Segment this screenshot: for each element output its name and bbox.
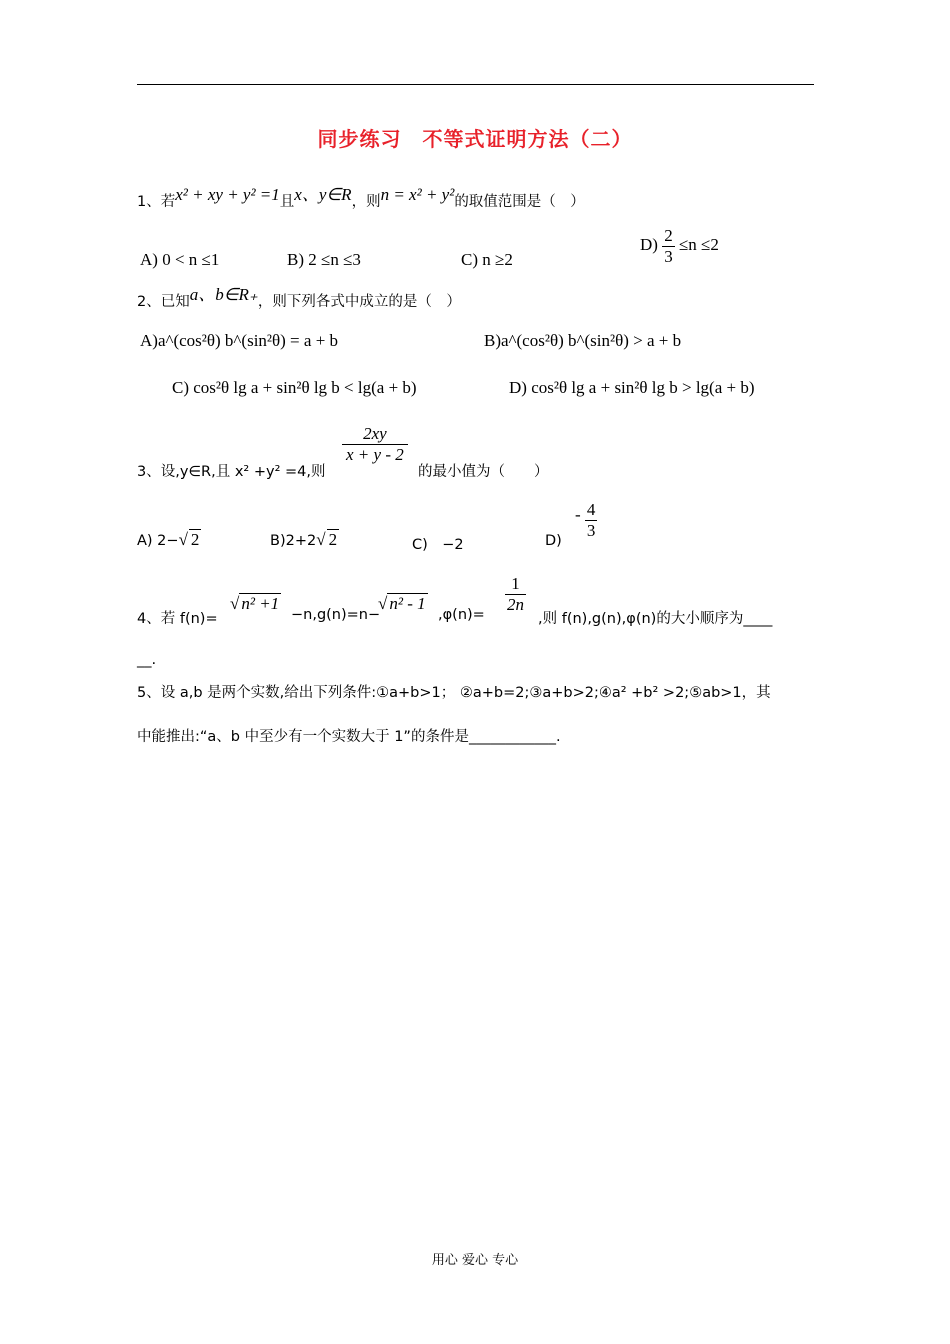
question-2 — [137, 286, 461, 311]
q2-vars: a、b∈R₊ — [189, 285, 258, 304]
q1-tail: 的取值范围是（ ） — [454, 194, 585, 210]
q2-option-a: A)a^(cos²θ) b^(sin²θ) = a + b — [140, 331, 339, 350]
q1-vars: x、y∈R — [294, 185, 352, 204]
q5-line-1: 5、设 a,b 是两个实数,给出下列条件:①a+b>1； ②a+b=2;③a+b>2;④a² +b² >2;⑤ab>1，其 — [137, 685, 771, 701]
question-1 — [137, 186, 585, 211]
page-footer: 用心 爱心 专心 — [431, 1253, 519, 1268]
q1-option-b: B) 2 ≤n ≤3 — [287, 250, 361, 269]
q1-option-d-numerator: 2 — [664, 226, 673, 245]
q3-fraction — [342, 424, 408, 464]
q3-option-d-label: D) — [545, 533, 562, 549]
q4-fraction-body — [505, 574, 526, 614]
q4-mid-2: ,φ(n)= — [438, 607, 485, 623]
q1-option-d-label: D) — [640, 234, 658, 254]
q1-option-a: A) 0 < n ≤1 — [140, 250, 220, 269]
q4-radicand-2: n² - 1 — [389, 594, 426, 613]
q1-equation: x² + xy + y² =1 — [175, 185, 280, 204]
q3-option-a-radicand: 2 — [190, 530, 200, 549]
q4-lead: 4、若 f(n)= — [137, 611, 218, 627]
q3-option-b-sqrt: √ 2 — [316, 530, 338, 549]
q1-text: 且 — [279, 194, 295, 210]
q4-wrap: __. — [137, 652, 157, 668]
q1-option-d-rest: ≤n ≤2 — [678, 234, 719, 254]
q1-number: 1、若 — [137, 194, 176, 210]
q4-tail: ,则 f(n),g(n),φ(n)的大小顺序为____ — [538, 611, 773, 627]
q4-sqrt-1: √ n² +1 — [230, 594, 280, 613]
q2-option-c: C) cos²θ lg a + sin²θ lg b < lg(a + b) — [172, 378, 417, 397]
q3-option-d-fraction — [585, 500, 598, 540]
q2-tail: ，则下列各式中成立的是（ ） — [257, 294, 461, 310]
q3-option-a-label: A) 2− — [137, 533, 179, 549]
q3-fraction-denominator: x + y - 2 — [342, 444, 408, 465]
q1-option-d-denominator: 3 — [664, 246, 673, 266]
q3-option-b — [270, 530, 339, 550]
q3-option-c: C) −2 — [412, 537, 464, 553]
q5-line-2: 中能推出:“a、b 中至少有一个实数大于 1”的条件是____________. — [137, 729, 561, 745]
q3-lead: 3、设,y∈R,且 x² +y² =4,则 — [137, 464, 326, 480]
q3-option-d — [575, 500, 597, 540]
q3-fraction-body — [342, 424, 408, 464]
q4-radicand-1: n² +1 — [241, 594, 280, 613]
q3-option-b-radicand: 2 — [328, 530, 338, 549]
q4-sqrt-2: √ n² - 1 — [378, 594, 426, 613]
q1-option-c: C) n ≥2 — [461, 250, 513, 269]
q3-option-a-sqrt: √ 2 — [178, 530, 200, 549]
q3-option-d-numerator: 4 — [586, 500, 596, 519]
q3-option-a — [137, 530, 201, 550]
q3-fraction-numerator: 2xy — [363, 424, 387, 443]
q3-option-d-denominator: 3 — [586, 520, 596, 540]
q4-fraction-numerator: 1 — [511, 574, 520, 593]
q1-expression: n = x² + y² — [380, 185, 455, 204]
header-rule — [137, 84, 814, 85]
q3-tail: 的最小值为（ ） — [418, 464, 549, 480]
q2-option-d: D) cos²θ lg a + sin²θ lg b > lg(a + b) — [509, 378, 755, 397]
q1-option-d-fraction — [662, 226, 675, 266]
q2-option-b: B)a^(cos²θ) b^(sin²θ) > a + b — [484, 331, 682, 350]
q4-fraction-denominator: 2n — [507, 594, 524, 614]
q3-option-b-label: B)2+2 — [270, 533, 317, 549]
q2-number: 2、已知 — [137, 294, 190, 310]
q1-option-d — [640, 226, 719, 266]
q4-fraction — [505, 574, 526, 614]
page-title: 同步练习 不等式证明方法（二） — [317, 127, 633, 151]
q3-option-d-sign: - — [575, 504, 581, 524]
q4-mid-1: −n,g(n)=n− — [291, 607, 381, 623]
q1-text-2: ，则 — [351, 194, 381, 210]
